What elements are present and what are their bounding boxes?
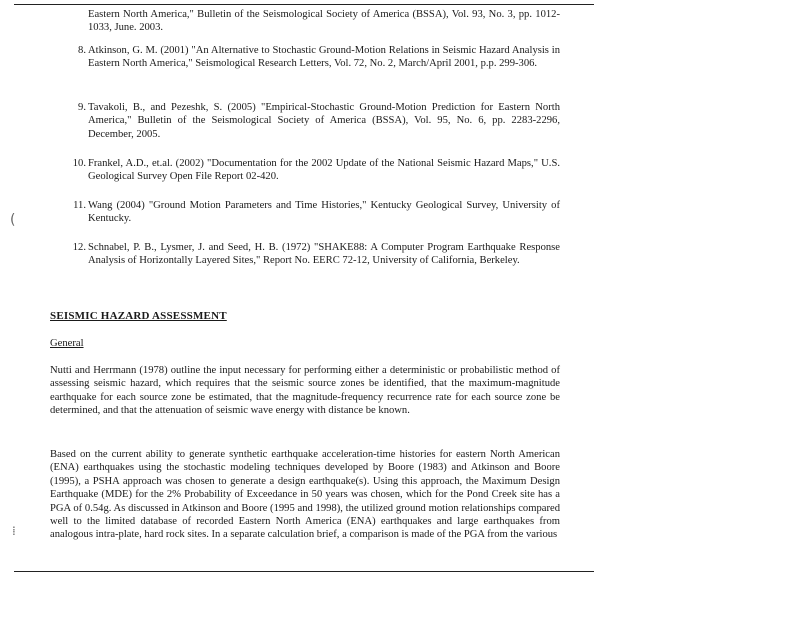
reference-number: 9. [78,102,86,113]
reference-text: Atkinson, G. M. (2001) "An Alternative to Stochastic Ground-Motion Relations in Seismic Hazard Analysis in Eastern North America," Seismological Research Letters, Vol. 72, No. 2, March/April 2001, p.p. 299-306. [88,45,560,70]
reference-text: Tavakoli, B., and Pezeshk, S. (2005) "Empirical-Stochastic Ground-Motion Prediction for Eastern North America," Bulletin of the Seismological Society of America (BSSA), Vol. 95, No. 6, pp. 2283-2296, December, 2005. [88,102,560,140]
subheading: General [50,338,84,349]
reference-item [64,101,560,141]
reference-item [64,157,560,184]
reference-number: 11. [73,200,86,211]
reference-item [64,241,560,268]
section-heading: SEISMIC HAZARD ASSESSMENT [50,310,227,322]
reference-text: Frankel, A.D., et.al. (2002) "Documentation for the 2002 Update of the National Seismic Hazard Maps," U.S. Geological Survey Open File Report 02-420. [88,158,560,183]
reference-number: 8. [78,45,86,56]
paragraph: Based on the current ability to generate synthetic earthquake acceleration-time histories for eastern North American (ENA) earthquakes using the stochastic modeling techniques developed by Boore (1983) and Atkinson and Boore (1995), a PSHA approach was chosen to generate a design earthquake(s). Using this approach, the Maximum Design Earthquake (MDE) for the 2% Probability of Exceedance in 50 years was chosen, which for the Pond Creek site has a PGA of 0.54g. As discussed in Atkinson and Boore (1995 and 1998), the utilized ground motion relationships compared well to the limited database of recorded Eastern North America (ENA) earthquakes and large earthquakes from analogous intra-plate, hard rock sites. In a separate calculation brief, a comparison is made of the PGA from the various [50,449,560,541]
scan-mark-icon: ( [10,212,16,228]
reference-text: Schnabel, P. B., Lysmer, J. and Seed, H. B. (1972) "SHAKE88: A Computer Program Earthquake Response Analysis of Horizontally Layered Sites," Report No. EERC 72-12, University of California, Berkeley. [88,242,560,267]
reference-text: Wang (2004) "Ground Motion Parameters and Time Histories," Kentucky Geological Survey, University of Kentucky. [88,200,560,225]
reference-number: 12. [72,242,86,253]
reference-item [64,44,560,71]
reference-item [64,199,560,226]
bottom-rule [14,571,594,572]
top-rule [14,4,594,5]
reference-continuation: Eastern North America," Bulletin of the Seismological Society of America (BSSA), Vol. 93, No. 3, pp. 1012-1033, June. 2003. [88,9,560,34]
reference-number: 10. [72,158,86,169]
scan-mark-icon: ⁞ [12,524,16,538]
paragraph: Nutti and Herrmann (1978) outline the input necessary for performing either a deterministic or probabilistic method of assessing seismic hazard, which requires that the seismic source zones be identified, that the maximum-magnitude earthquake for each source zone be estimated, that the magnitude-frequency recurrence rate for each source zone be determined, and that the attenuation of seismic wave energy with distance be known. [50,365,560,417]
